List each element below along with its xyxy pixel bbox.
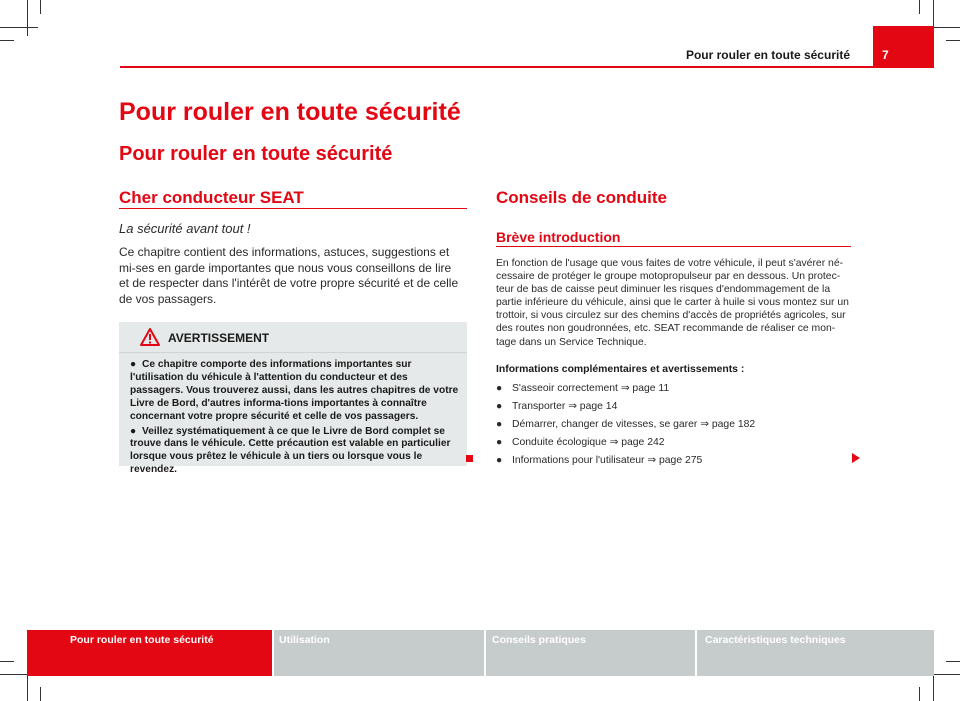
crop-mark xyxy=(919,0,920,14)
left-heading-rule xyxy=(119,208,467,209)
tab-label: Caractéristiques techniques xyxy=(705,634,846,646)
warning-item-text: Ce chapitre comporte des informations importantes sur l'utilisation du véhicule à l'attention du conducteur et des passagers. Vous trouverez aussi, dans les autres chapitres de votre Livre de Bord, d'autres informa-tions importantes à connaître concernant votre propre sécurité et celle de vos passagers. xyxy=(130,359,459,422)
list-item[interactable] xyxy=(496,382,856,400)
bullet-dot-icon: ● xyxy=(496,383,503,394)
info-heading: Informations complémentaires et avertissements : xyxy=(496,364,745,375)
warning-box xyxy=(119,322,467,476)
bullet-dot-icon: ● xyxy=(496,401,503,412)
warning-header xyxy=(119,322,467,353)
list-item-text: Informations pour l'utilisateur ⇒ page 275 xyxy=(512,455,703,466)
list-item-text: Transporter ⇒ page 14 xyxy=(512,401,618,412)
list-item[interactable] xyxy=(496,418,856,436)
crop-mark xyxy=(40,0,41,14)
chapter-title: Pour rouler en toute sécurité xyxy=(119,98,461,126)
right-heading: Conseils de conduite xyxy=(496,188,667,207)
crop-mark xyxy=(0,27,38,28)
warning-item xyxy=(130,359,460,424)
crop-mark xyxy=(946,40,960,41)
footer-tabs xyxy=(27,630,934,676)
crop-mark xyxy=(0,40,14,41)
crop-mark xyxy=(27,0,28,36)
bullet-dot-icon: ● xyxy=(130,359,137,370)
right-subheading: Brève introduction xyxy=(496,229,621,245)
tab-label: Pour rouler en toute sécurité xyxy=(70,634,214,646)
right-subheading-rule xyxy=(496,246,851,247)
tab-label: Conseils pratiques xyxy=(492,634,586,646)
tab-safety[interactable] xyxy=(27,630,272,676)
running-header: Pour rouler en toute sécurité xyxy=(685,48,850,62)
left-subtitle: La sécurité avant tout ! xyxy=(119,221,251,236)
right-paragraph: En fonction de l'usage que vous faites de votre véhicule, il peut s'avérer né-cessaire de protéger le groupe motopropulseur par en dessous. Un protec-teur de bas de caisse peut diminuer les risques d'endommagement de la partie inférieure du véhicule, ainsi que le carter à huile si vous montez sur un trottoir, si vous circulez sur des chemins d'accès de propriétés agricoles, sur des routes non goudronnées, etc. SEAT recommande de réaliser ce mon-tage dans un Service Technique. xyxy=(496,258,849,348)
header-rule xyxy=(120,66,934,68)
continue-arrow-icon xyxy=(852,453,860,463)
tab-conseils-pratiques[interactable] xyxy=(484,630,695,676)
list-item-text: S'asseoir correctement ⇒ page 11 xyxy=(512,383,670,394)
list-item[interactable] xyxy=(496,454,856,472)
bullet-dot-icon: ● xyxy=(130,425,137,437)
warning-body xyxy=(130,359,460,479)
section-title: Pour rouler en toute sécurité xyxy=(119,143,393,165)
info-list xyxy=(496,382,856,472)
end-square-icon xyxy=(466,455,473,462)
warning-item xyxy=(130,426,460,478)
left-heading: Cher conducteur SEAT xyxy=(119,188,304,207)
list-item[interactable] xyxy=(496,436,856,454)
warning-title: AVERTISSEMENT xyxy=(168,331,270,345)
left-paragraph: Ce chapitre contient des informations, astuces, suggestions et mi-ses en garde importantes que nous vous conseillons de lire et de respecter dans l'intérêt de votre propre sécurité et de celle de vos passagers. xyxy=(119,245,459,306)
warning-triangle-icon xyxy=(140,328,160,346)
list-item[interactable] xyxy=(496,400,856,418)
page-number: 7 xyxy=(882,48,889,62)
warning-item-text: Veillez systématiquement à ce que le Livre de Bord complet se trouve dans le véhicule. Cette précaution est valable en particulier lorsque vous prêtez le véhicule à un tiers ou lorsque vous le revendez. xyxy=(130,425,451,476)
bullet-dot-icon: ● xyxy=(496,419,503,430)
page-number-tab xyxy=(873,26,934,66)
tab-label: Utilisation xyxy=(279,634,330,646)
crop-mark xyxy=(946,661,960,662)
bullet-dot-icon: ● xyxy=(496,455,503,466)
list-item-text: Démarrer, changer de vitesses, se garer ⇒ page 182 xyxy=(512,419,756,430)
crop-mark xyxy=(40,687,41,701)
crop-mark xyxy=(919,687,920,701)
tab-utilisation[interactable] xyxy=(272,630,484,676)
tab-caracteristiques[interactable] xyxy=(695,630,934,676)
bullet-dot-icon: ● xyxy=(496,437,503,448)
list-item-text: Conduite écologique ⇒ page 242 xyxy=(512,437,665,448)
crop-mark xyxy=(0,661,14,662)
